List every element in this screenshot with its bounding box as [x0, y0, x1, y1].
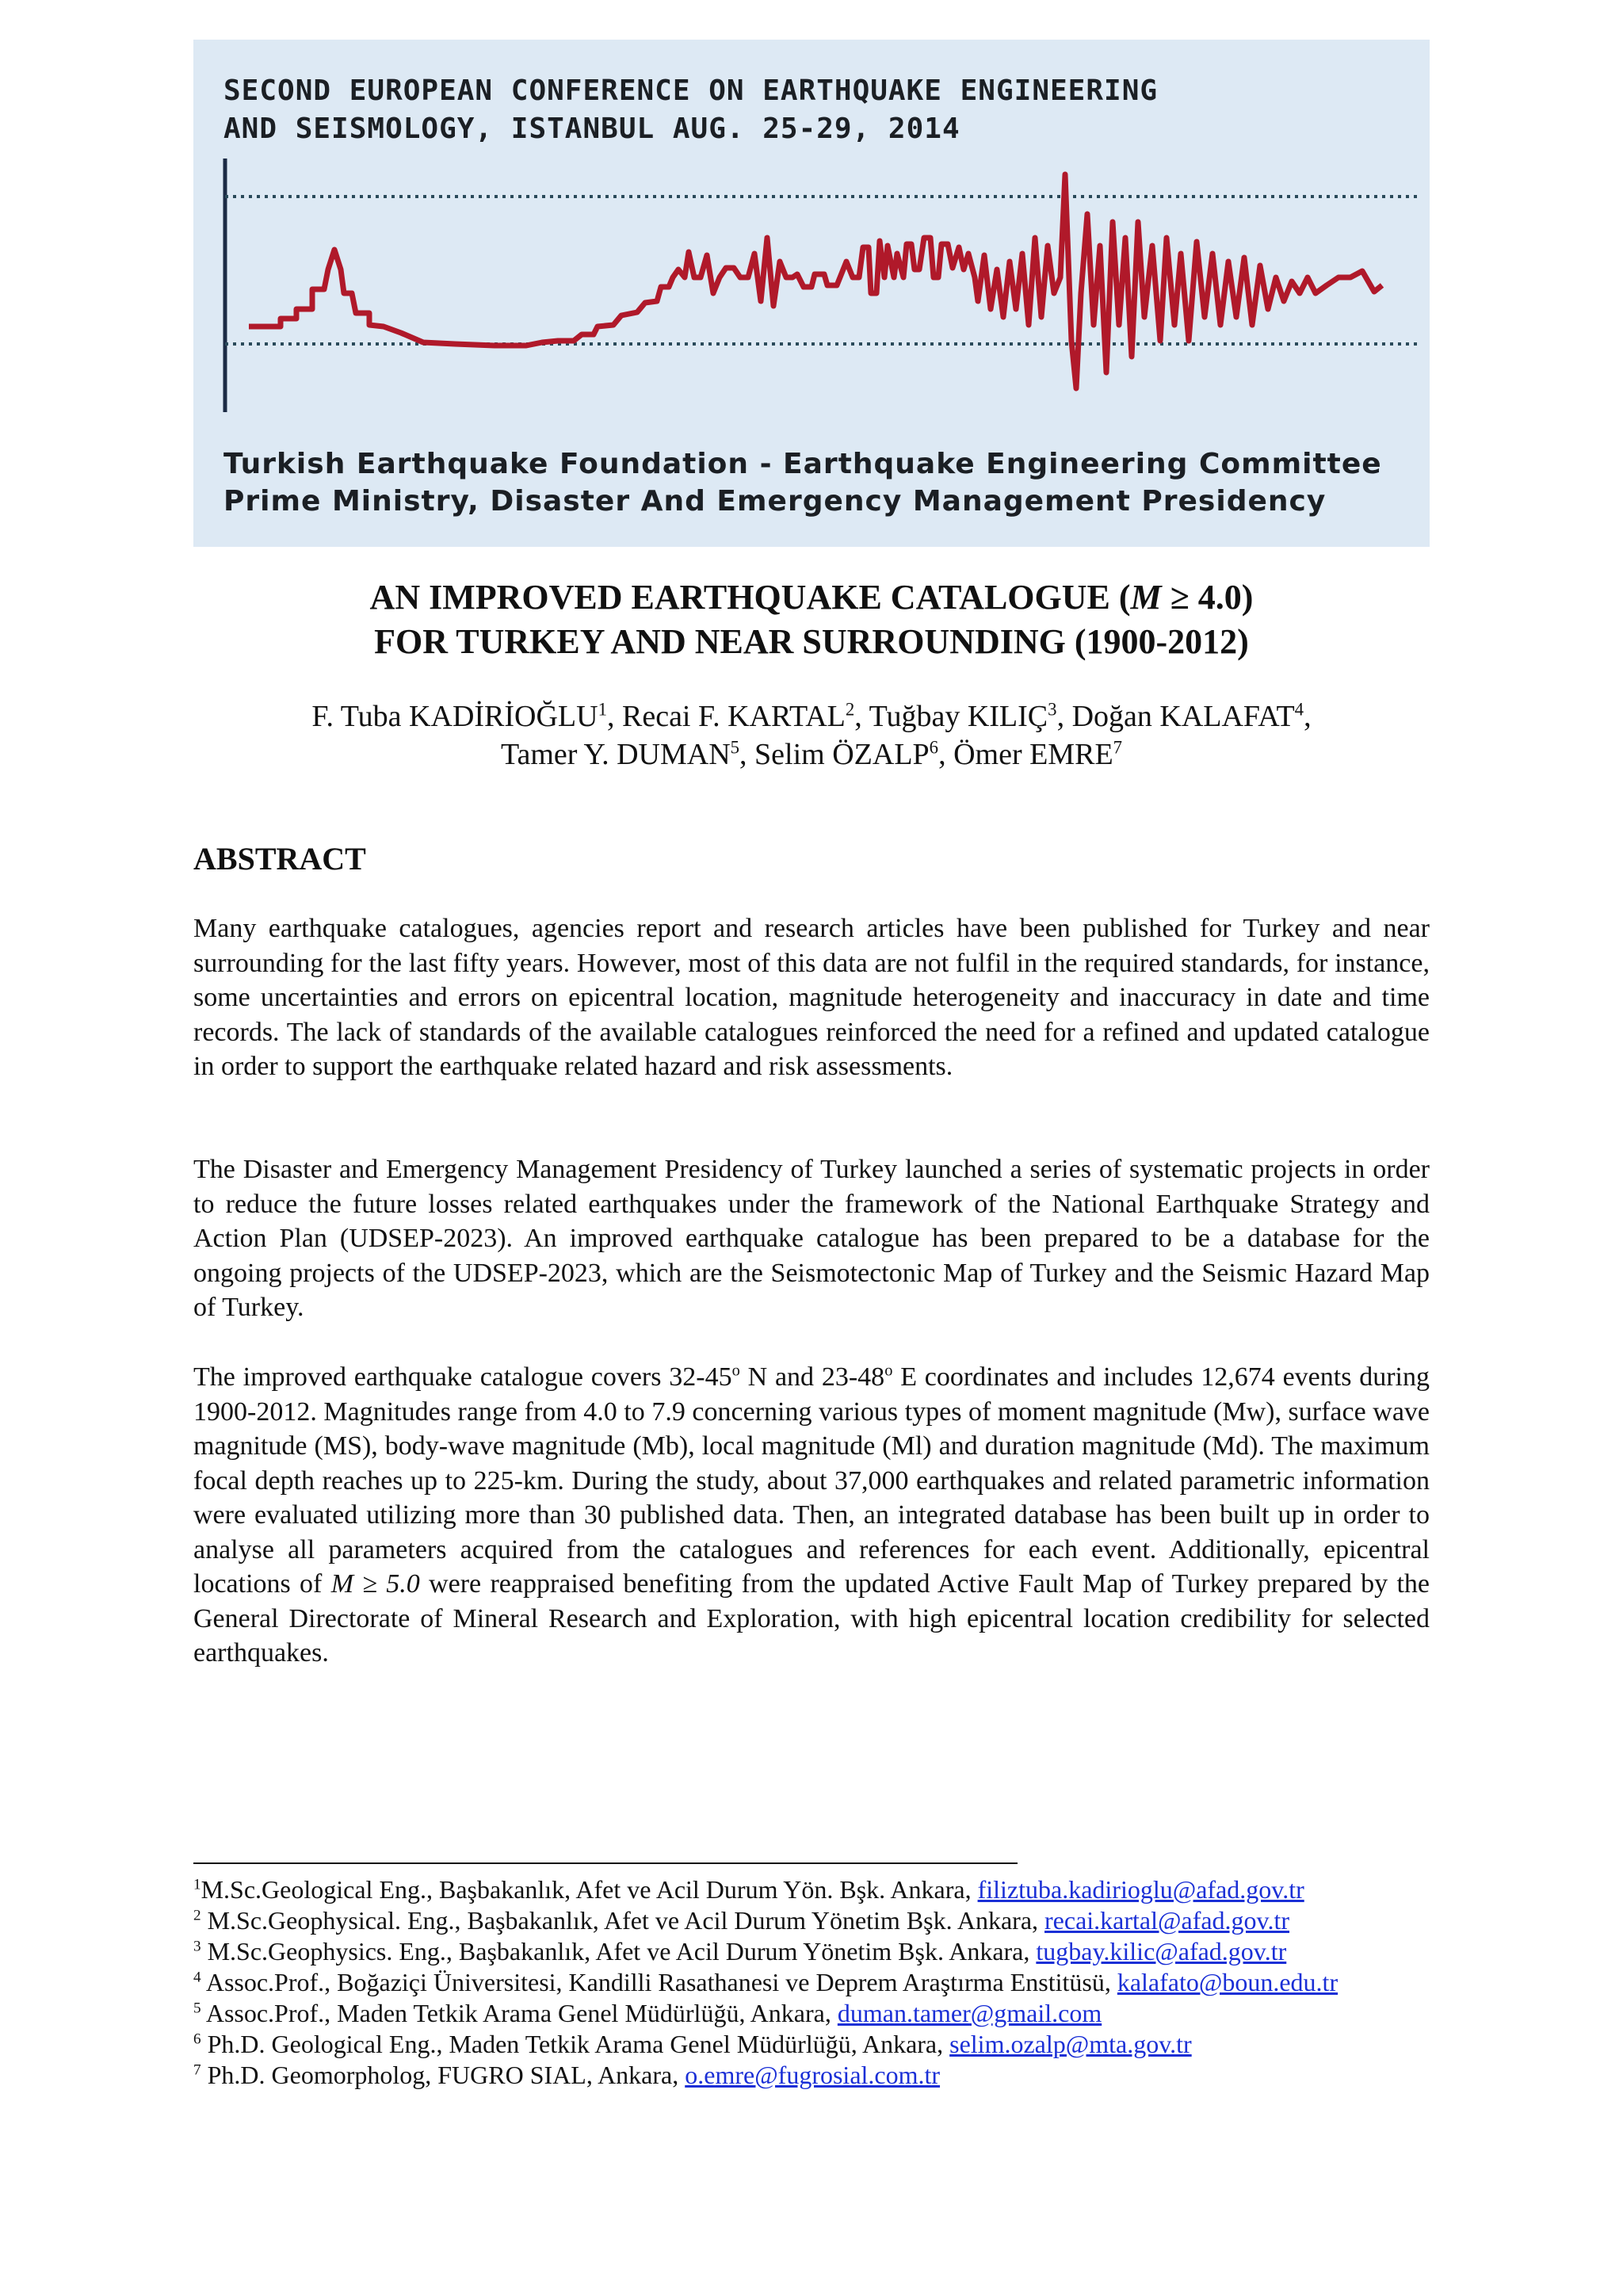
author-line1: F. Tuba KADİRİOĞLU$^1$, Recai F. KARTAL$^2$, Tuğbay KILIÇ$^3$, Doğan KALAFAT$^4$, — [311, 699, 1312, 733]
organizer-line1: Turkish Earthquake Foundation - Earthquake Engineering Committee — [223, 448, 1382, 480]
title-line1: AN IMPROVED EARTHQUAKE CATALOGUE (M ≥ 4.0) — [369, 578, 1254, 617]
conference-title-line2: AND SEISMOLOGY, ISTANBUL AUG. 25-29, 2014 — [223, 113, 960, 145]
footnote-7: $^7$ Ph.D. Geomorpholog, FUGRO SIAL, Ankara, o.emre@fugrosial.com.tr — [193, 2061, 941, 2089]
email-link[interactable]: filiztuba.kadirioglu@afad.gov.tr — [977, 1875, 1304, 1904]
footnote-2: $^2$ M.Sc.Geophysical. Eng., Başbakanlık, Afet ve Acil Durum Yönetim Bşk. Ankara, recai.kartal@afad.gov.tr — [193, 1906, 1290, 1935]
affiliation-footnotes — [193, 1874, 1430, 2091]
footnote-4: $^4$ Assoc.Prof., Boğaziçi Üniversitesi, Kandilli Rasathanesi ve Deprem Araştırma Enstitüsü, kalafato@boun.edu.tr — [193, 1968, 1338, 1996]
footnote-3: $^3$ M.Sc.Geophysics. Eng., Başbakanlık, Afet ve Acil Durum Yönetim Bşk. Ankara, tugbay.kilic@afad.gov.tr — [193, 1937, 1287, 1966]
conference-title-line1: SECOND EUROPEAN CONFERENCE ON EARTHQUAKE ENGINEERING — [223, 74, 1159, 107]
title-line2: FOR TURKEY AND NEAR SURROUNDING (1900-2012) — [374, 622, 1249, 661]
conference-banner — [193, 40, 1430, 547]
organizer-line2: Prime Ministry, Disaster And Emergency Management Presidency — [223, 485, 1327, 518]
email-link[interactable]: o.emre@fugrosial.com.tr — [685, 2061, 941, 2089]
email-link[interactable]: recai.kartal@afad.gov.tr — [1044, 1906, 1290, 1935]
abstract-paragraph-3: The improved earthquake catalogue covers 32-45$^o$ N and 23-48$^o$ E coordinates and includes 12,674 events during 1900-2012. Magnitudes range from 4.0 to 7.9 concerning various types of moment magnitude (Mw), surface wave magnitude (MS), body-wave magnitude (Mb), local magnitude (Ml) and duration magnitude (Md). The maximum focal depth reaches up to 225-km. During the study, about 37,000 earthquakes and related parametric information were evaluated utilizing more than 30 published data. Then, an integrated database has been built up in order to analyse all parameters acquired from the catalogues and references for each event. Additionally, epicentral locations of M ≥ 5.0 were reappraised benefiting from the updated Active Fault Map of Turkey prepared by the General Directorate of Mineral Research and Exploration, with high epicentral location credibility for selected earthquakes. — [193, 1362, 1430, 1668]
author-list — [193, 697, 1430, 774]
footnote-5: $^5$ Assoc.Prof., Maden Tetkik Arama Genel Müdürlüğü, Ankara, duman.tamer@gmail.com — [193, 1999, 1102, 2027]
email-link[interactable]: selim.ozalp@mta.gov.tr — [949, 2030, 1192, 2058]
footnote-divider — [193, 1862, 1018, 1864]
abstract-heading: ABSTRACT — [193, 841, 366, 877]
paper-title — [193, 575, 1430, 664]
email-link[interactable]: kalafato@boun.edu.tr — [1117, 1968, 1338, 1996]
footnote-1: $^1$M.Sc.Geological Eng., Başbakanlık, Afet ve Acil Durum Yön. Bşk. Ankara, filiztuba.kadirioglu@afad.gov.tr — [193, 1875, 1304, 1904]
author-line2: Tamer Y. DUMAN$^5$, Selim ÖZALP$^6$, Ömer EMRE$^7$ — [500, 737, 1123, 771]
email-link[interactable]: duman.tamer@gmail.com — [837, 1999, 1102, 2027]
footnote-6: $^6$ Ph.D. Geological Eng., Maden Tetkik Arama Genel Müdürlüğü, Ankara, selim.ozalp@mta.gov.tr — [193, 2030, 1192, 2058]
abstract-paragraph-1: Many earthquake catalogues, agencies report and research articles have been published for Turkey and near surrounding for the last fifty years. However, most of this data are not fulfil in the required standards, for instance, some uncertainties and errors on epicentral location, magnitude heterogeneity and inaccuracy in date and time records. The lack of standards of the available catalogues reinforced the need for a refined and updated catalogue in order to support the earthquake related hazard and risk assessments. — [193, 914, 1430, 1081]
abstract-paragraph-2: The Disaster and Emergency Management Presidency of Turkey launched a series of systematic projects in order to reduce the future losses related earthquakes under the framework of the National Earthquake Strategy and Action Plan (UDSEP-2023). An improved earthquake catalogue has been prepared to be a database for the ongoing projects of the UDSEP-2023, which are the Seismotectonic Map of Turkey and the Seismic Hazard Map of Turkey. — [193, 1155, 1430, 1322]
email-link[interactable]: tugbay.kilic@afad.gov.tr — [1036, 1937, 1287, 1966]
